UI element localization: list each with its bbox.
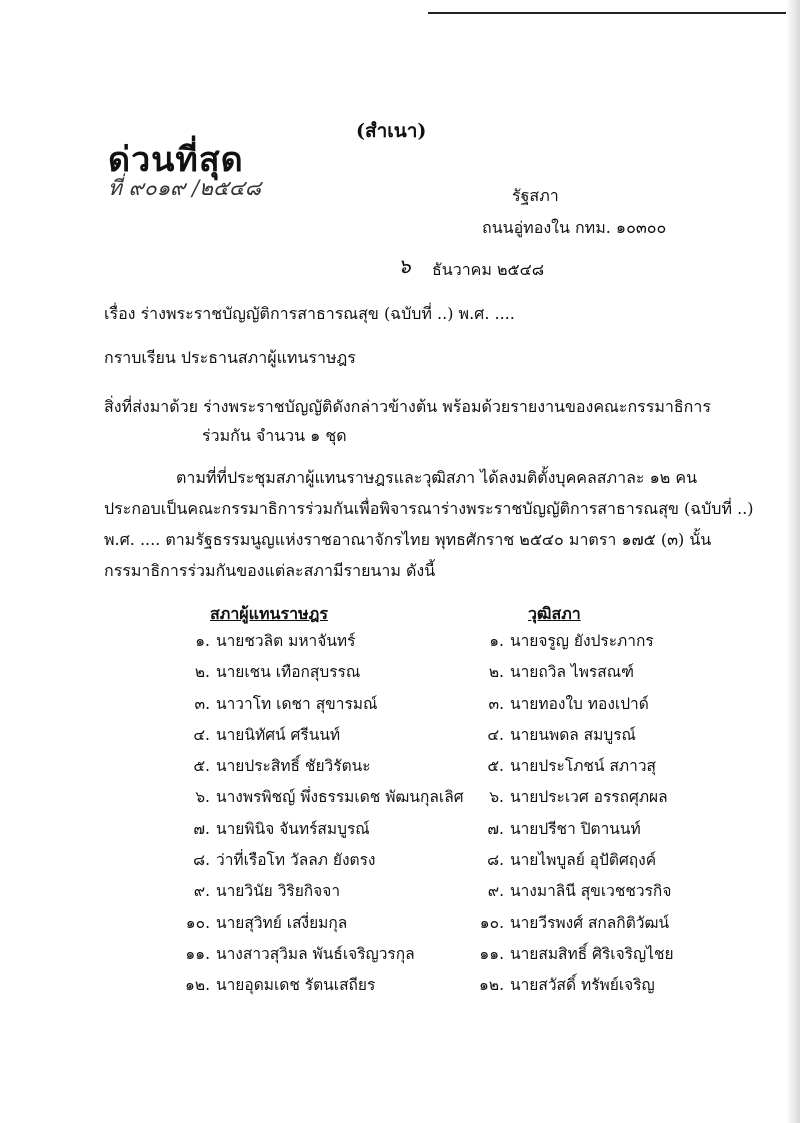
urgency-stamp: ด่วนที่สุด <box>108 140 244 180</box>
copy-label: (สำเนา) <box>356 120 427 142</box>
member-name: นายเชน เทือกสุบรรณ <box>216 663 361 682</box>
member-name: นางสาวสุวิมล พันธ์เจริญวรกุล <box>216 944 415 963</box>
member-number: ๕. <box>487 757 504 776</box>
member-number: ๒. <box>194 663 210 682</box>
list-item <box>176 972 464 1003</box>
scan-top-border <box>428 0 800 14</box>
list-item <box>176 847 464 878</box>
member-name: นายไพบูลย์ อุปัติศฤงค์ <box>510 851 657 870</box>
list-item <box>176 659 464 690</box>
body-line-3: พ.ศ. .... ตามรัฐธรรมนูญแห่งราชอาณาจักรไทย พุทธศักราช ๒๕๔๐ มาตรา ๑๗๕ (๓) นั้น <box>104 530 712 549</box>
member-name: ว่าที่เรือโท วัลลภ ยังตรง <box>216 851 376 870</box>
member-name: นายทองใบ ทองเปาด์ <box>510 694 649 713</box>
house-heading: สภาผู้แทนราษฎร <box>210 604 328 623</box>
member-number: ๙. <box>487 882 504 901</box>
body-line-2: ประกอบเป็นคณะกรรมาธิการร่วมกันเพื่อพิจารณาร่างพระราชบัญญัติการสาธารณสุข (ฉบับที่ ..) <box>104 499 754 518</box>
list-item <box>470 691 674 722</box>
member-name: นายสวัสดิ์ ทรัพย์เจริญ <box>510 976 655 995</box>
member-name: นายสมสิทธิ์ ศิริเจริญไชย <box>510 944 674 963</box>
date-day: ๖ <box>398 254 411 278</box>
member-name: นายถวิล ไพรสณฑ์ <box>510 663 634 682</box>
member-number: ๑. <box>489 632 504 650</box>
list-item <box>470 816 674 847</box>
member-name: นายประสิทธิ์ ชัยวิรัตนะ <box>216 757 371 776</box>
list-item <box>470 628 674 659</box>
list-item <box>176 628 464 659</box>
member-number: ๗. <box>193 819 210 838</box>
member-name: นายวีรพงศ์ สกลกิติวัฒน์ <box>510 913 670 932</box>
list-item <box>176 753 464 784</box>
member-number: ๔. <box>193 725 210 744</box>
member-number: ๖. <box>195 788 210 807</box>
enclosure-line-2: ร่วมกัน จำนวน ๑ ชุด <box>202 426 347 445</box>
body-line-1: ตามที่ที่ประชุมสภาผู้แทนราษฎรและวุฒิสภา ได้ลงมติตั้งบุคคลสภาละ ๑๒ คน <box>176 468 697 487</box>
address: ถนนอู่ทองใน กทม. ๑๐๓๐๐ <box>482 218 667 237</box>
document-number: ที่ ๙๐๑๙ /๒๕๔๘ <box>108 176 262 200</box>
list-item <box>470 878 674 909</box>
member-number: ๑๐. <box>479 913 504 932</box>
subject-line: เรื่อง ร่างพระราชบัญญัติการสาธารณสุข (ฉบับที่ ..) พ.ศ. .... <box>104 304 515 323</box>
senate-heading: วุฒิสภา <box>528 604 581 623</box>
member-number: ๑๑. <box>185 944 210 963</box>
list-item <box>470 941 674 972</box>
member-number: ๑๑. <box>479 944 504 963</box>
list-item <box>470 753 674 784</box>
member-number: ๙. <box>193 882 210 901</box>
member-number: ๘. <box>487 851 504 870</box>
house-member-list <box>176 628 464 1004</box>
member-name: นายจรูญ ยังประภากร <box>510 632 654 650</box>
member-number: ๑๒. <box>185 976 210 995</box>
member-number: ๒. <box>488 663 504 682</box>
member-name: นายประเวศ อรรถศุภผล <box>510 788 668 807</box>
list-item <box>176 941 464 972</box>
member-number: ๑๒. <box>479 976 504 995</box>
list-item <box>470 784 674 815</box>
member-name: นายอุดมเดช รัตนเสถียร <box>216 976 376 995</box>
member-number: ๗. <box>487 819 504 838</box>
list-item <box>176 722 464 753</box>
member-name: นายปรีชา ปิตานนท์ <box>510 819 641 838</box>
body-line-4: กรรมาธิการร่วมกันของแต่ละสภามีรายนาม ดังนี้ <box>104 561 436 580</box>
list-item <box>176 878 464 909</box>
list-item <box>176 816 464 847</box>
member-name: นายนพดล สมบูรณ์ <box>510 725 636 744</box>
scan-right-shadow <box>786 0 800 1123</box>
member-name: นายพินิจ จันทร์สมบูรณ์ <box>216 819 370 838</box>
list-item <box>470 722 674 753</box>
member-number: ๕. <box>193 757 210 776</box>
organization: รัฐสภา <box>512 186 559 205</box>
member-name: นางพรพิชญ์ พึ่งธรรมเดช พัฒนกุลเลิศ <box>216 788 464 807</box>
member-name: นายชวลิต มหาจันทร์ <box>216 632 356 650</box>
enclosure-line-1: สิ่งที่ส่งมาด้วย ร่างพระราชบัญญัติดังกล่าวข้างต้น พร้อมด้วยรายงานของคณะกรรมาธิการ <box>104 397 711 416</box>
member-number: ๔. <box>487 725 504 744</box>
list-item <box>470 910 674 941</box>
list-item <box>176 691 464 722</box>
member-number: ๘. <box>193 851 210 870</box>
member-number: ๑๐. <box>185 913 210 932</box>
member-name: นายวินัย วิริยกิจจา <box>216 882 341 901</box>
member-number: ๖. <box>489 788 504 807</box>
member-name: นางมาลินี สุขเวชชวรกิจ <box>510 882 672 901</box>
salutation: กราบเรียน ประธานสภาผู้แทนราษฎร <box>104 348 356 367</box>
member-number: ๓. <box>194 694 210 713</box>
member-name: นาวาโท เดชา สุขารมณ์ <box>216 694 378 713</box>
list-item <box>470 847 674 878</box>
senate-member-list <box>470 628 674 1004</box>
list-item <box>176 910 464 941</box>
list-item <box>470 972 674 1003</box>
member-name: นายประโภชน์ สภาวสุ <box>510 757 657 776</box>
member-number: ๓. <box>488 694 504 713</box>
member-number: ๑. <box>195 632 210 650</box>
date: ธันวาคม ๒๕๔๘ <box>432 260 545 279</box>
member-name: นายนิทัศน์ ศรีนนท์ <box>216 725 341 744</box>
list-item <box>470 659 674 690</box>
member-name: นายสุวิทย์ เสงี่ยมกุล <box>216 913 348 932</box>
list-item <box>176 784 464 815</box>
